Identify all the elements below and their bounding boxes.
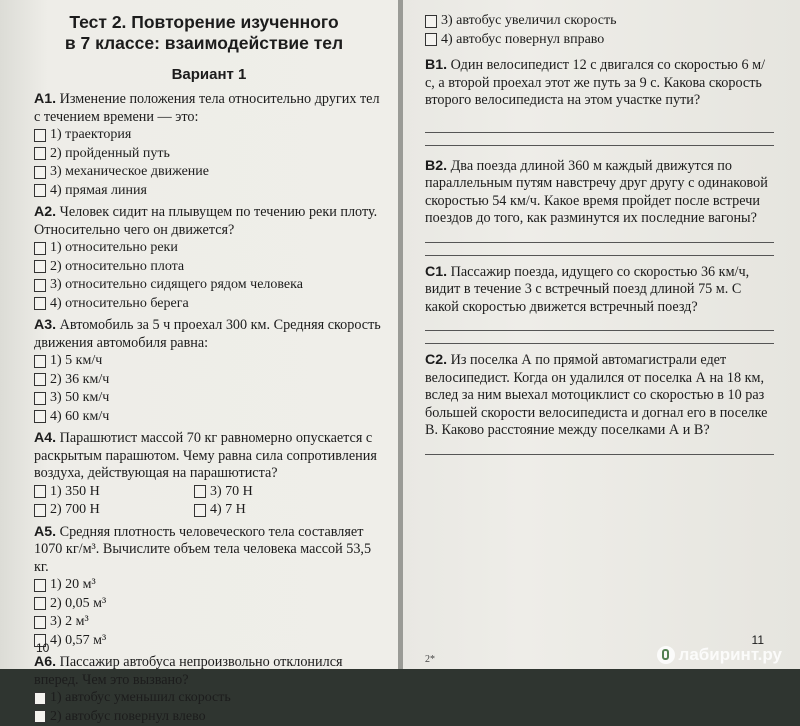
answer-line[interactable] <box>425 454 774 455</box>
option-text: 4) 60 км/ч <box>50 408 109 427</box>
question-body: Парашютист массой 70 кг равномерно опускается с раскрытым парашютом. Чему равна сила сопротивления воздуха, действующая на парашютиста? <box>34 430 377 481</box>
option-text: 2) 36 км/ч <box>50 371 109 390</box>
answer-line[interactable] <box>425 145 774 146</box>
signature-mark: 2* <box>425 654 435 665</box>
answer-option[interactable] <box>34 371 384 390</box>
answer-checkbox[interactable] <box>34 485 46 498</box>
answer-option[interactable] <box>34 239 384 258</box>
question-text <box>34 430 384 483</box>
question-в2 <box>425 158 774 256</box>
answer-option[interactable] <box>194 501 354 520</box>
test-title-line-1: Тест 2. Повторение изученного <box>34 12 374 33</box>
variant-heading: Вариант 1 <box>34 66 384 83</box>
option-text: 1) 5 км/ч <box>50 352 102 371</box>
option-text: 2) пройденный путь <box>50 145 170 164</box>
answer-option[interactable] <box>34 276 384 295</box>
options-list <box>34 126 384 200</box>
option-text: 2) относительно плота <box>50 258 184 277</box>
option-text: 1) траектория <box>50 126 131 145</box>
answer-checkbox[interactable] <box>34 355 46 368</box>
labirint-logo-icon <box>657 646 675 664</box>
answer-option[interactable] <box>425 12 774 31</box>
question-text <box>34 654 384 689</box>
option-text: 4) автобус повернул вправо <box>441 31 604 50</box>
question-а3 <box>34 317 384 426</box>
answer-option[interactable] <box>34 501 194 520</box>
answer-line[interactable] <box>425 343 774 344</box>
answer-checkbox[interactable] <box>34 410 46 423</box>
question-text <box>425 57 774 110</box>
question-а1 <box>34 91 384 200</box>
question-body: Один велосипедист 12 с двигался со скоростью 6 м/с, а второй проехал этот же путь за 9 с. Какова скорость второго велосипедиста на этом участке пути? <box>425 57 765 108</box>
question-label: А3. <box>34 317 56 333</box>
question-text <box>34 91 384 126</box>
option-text: 3) 70 Н <box>210 483 253 502</box>
question-label: А6. <box>34 654 56 670</box>
answer-checkbox[interactable] <box>34 710 46 723</box>
option-text: 4) прямая линия <box>50 182 147 201</box>
answer-checkbox[interactable] <box>34 616 46 629</box>
option-text: 2) 0,05 м³ <box>50 595 106 614</box>
question-body: Пассажир автобуса непроизвольно отклонился вперед. Чем это вызвано? <box>34 654 343 688</box>
options-list <box>34 576 384 650</box>
answer-option[interactable] <box>34 389 384 408</box>
answer-line[interactable] <box>425 132 774 133</box>
answer-checkbox[interactable] <box>34 297 46 310</box>
answer-checkbox[interactable] <box>425 15 437 28</box>
answer-checkbox[interactable] <box>194 504 206 517</box>
question-label: А4. <box>34 430 56 446</box>
answer-checkbox[interactable] <box>34 392 46 405</box>
page-number-left: 10 <box>36 641 49 655</box>
answer-checkbox[interactable] <box>34 597 46 610</box>
test-title-line-2: в 7 классе: взаимодействие тел <box>34 33 374 54</box>
options-list <box>34 239 384 313</box>
question-body: Человек сидит на плывущем по течению реки плоту. Относительно чего он движется? <box>34 204 377 238</box>
left-page <box>0 0 398 669</box>
question-а4 <box>34 430 384 520</box>
answer-option[interactable] <box>34 483 194 502</box>
question-label: С2. <box>425 352 447 368</box>
question-label: А2. <box>34 204 56 220</box>
page-number-right: 11 <box>752 633 764 647</box>
option-text: 3) 50 км/ч <box>50 389 109 408</box>
answer-option[interactable] <box>425 31 774 50</box>
question-text <box>425 352 774 440</box>
answer-checkbox[interactable] <box>34 692 46 705</box>
answer-option[interactable] <box>34 613 384 632</box>
answer-checkbox[interactable] <box>194 485 206 498</box>
question-label: В2. <box>425 158 447 174</box>
question-text <box>34 204 384 239</box>
question-label: А5. <box>34 524 56 540</box>
answer-checkbox[interactable] <box>34 373 46 386</box>
question-text <box>425 158 774 228</box>
a6-continued-options <box>425 12 774 49</box>
option-text: 1) 350 Н <box>50 483 100 502</box>
answer-option[interactable] <box>34 408 384 427</box>
options-list <box>34 483 384 520</box>
right-page <box>403 0 800 669</box>
answer-option[interactable] <box>34 352 384 371</box>
answer-checkbox[interactable] <box>34 242 46 255</box>
option-text: 4) 7 Н <box>210 501 246 520</box>
watermark <box>657 645 782 665</box>
question-body: Из поселка А по прямой автомагистрали едет велосипедист. Когда он удалился от поселка А на 18 км, вслед за ним выехал мотоциклист со скоростью в 10 раз большей скорости велосипедиста и догнал его в поселке В. Каково расстояние между поселками А и В? <box>425 352 767 438</box>
option-text: 3) механическое движение <box>50 163 209 182</box>
answer-option[interactable] <box>34 632 384 651</box>
question-body: Автомобиль за 5 ч проехал 300 км. Средняя скорость движения автомобиля равна: <box>34 317 381 351</box>
question-с1 <box>425 264 774 345</box>
answer-checkbox[interactable] <box>34 147 46 160</box>
question-text <box>34 524 384 577</box>
question-в1 <box>425 57 774 146</box>
option-text: 4) 0,57 м³ <box>50 632 106 651</box>
options-list <box>34 352 384 426</box>
answer-checkbox[interactable] <box>34 579 46 592</box>
left-questions <box>34 91 384 726</box>
watermark-text: лабиринт.ру <box>679 645 782 665</box>
question-body: Два поезда длиной 360 м каждый движутся по параллельным путям навстречу друг другу с одинаковой скоростью 54 км/ч. Какое время пройдет после встречи поездов до того, как разминутся их последние вагоны? <box>425 158 768 227</box>
answer-checkbox[interactable] <box>34 129 46 142</box>
question-body: Пассажир поезда, идущего со скоростью 36 км/ч, видит в течение 3 с встречный поезд длиной 75 м. С какой скоростью движется встречный поезд? <box>425 264 749 315</box>
answer-option[interactable] <box>34 182 384 201</box>
answer-option[interactable] <box>194 483 354 502</box>
answer-option[interactable] <box>34 126 384 145</box>
answer-option[interactable] <box>34 595 384 614</box>
question-label: С1. <box>425 264 447 280</box>
answer-checkbox[interactable] <box>34 260 46 273</box>
question-text <box>34 317 384 352</box>
question-text <box>425 264 774 317</box>
question-с2 <box>425 352 774 455</box>
answer-line[interactable] <box>425 255 774 256</box>
answer-option[interactable] <box>34 708 384 726</box>
question-а6 <box>34 654 384 726</box>
answer-checkbox[interactable] <box>34 166 46 179</box>
question-а5 <box>34 524 384 651</box>
question-label: В1. <box>425 57 447 73</box>
answer-option[interactable] <box>34 576 384 595</box>
question-body: Изменение положения тела относительно других тел с течением времени — это: <box>34 91 380 125</box>
option-text: 3) 2 м³ <box>50 613 89 632</box>
answer-option[interactable] <box>34 689 384 708</box>
answer-line[interactable] <box>425 330 774 331</box>
answer-option[interactable] <box>34 145 384 164</box>
option-text: 3) автобус увеличил скорость <box>441 12 617 31</box>
options-list <box>34 689 384 726</box>
option-text: 1) автобус уменьшил скорость <box>50 689 231 708</box>
answer-line[interactable] <box>425 242 774 243</box>
answer-checkbox[interactable] <box>34 279 46 292</box>
answer-option[interactable] <box>34 295 384 314</box>
option-text: 2) автобус повернул влево <box>50 708 206 726</box>
right-questions <box>425 57 774 455</box>
answer-checkbox[interactable] <box>34 184 46 197</box>
answer-option[interactable] <box>34 163 384 182</box>
answer-option[interactable] <box>34 258 384 277</box>
option-text: 1) 20 м³ <box>50 576 96 595</box>
answer-checkbox[interactable] <box>34 504 46 517</box>
option-text: 3) относительно сидящего рядом человека <box>50 276 303 295</box>
option-text: 4) относительно берега <box>50 295 189 314</box>
question-а2 <box>34 204 384 313</box>
question-body: Средняя плотность человеческого тела составляет 1070 кг/м³. Вычислите объем тела человека массой 53,5 кг. <box>34 524 371 575</box>
option-text: 2) 700 Н <box>50 501 100 520</box>
option-text: 1) относительно реки <box>50 239 178 258</box>
question-label: А1. <box>34 91 56 107</box>
test-title <box>34 12 374 54</box>
answer-checkbox[interactable] <box>425 33 437 46</box>
